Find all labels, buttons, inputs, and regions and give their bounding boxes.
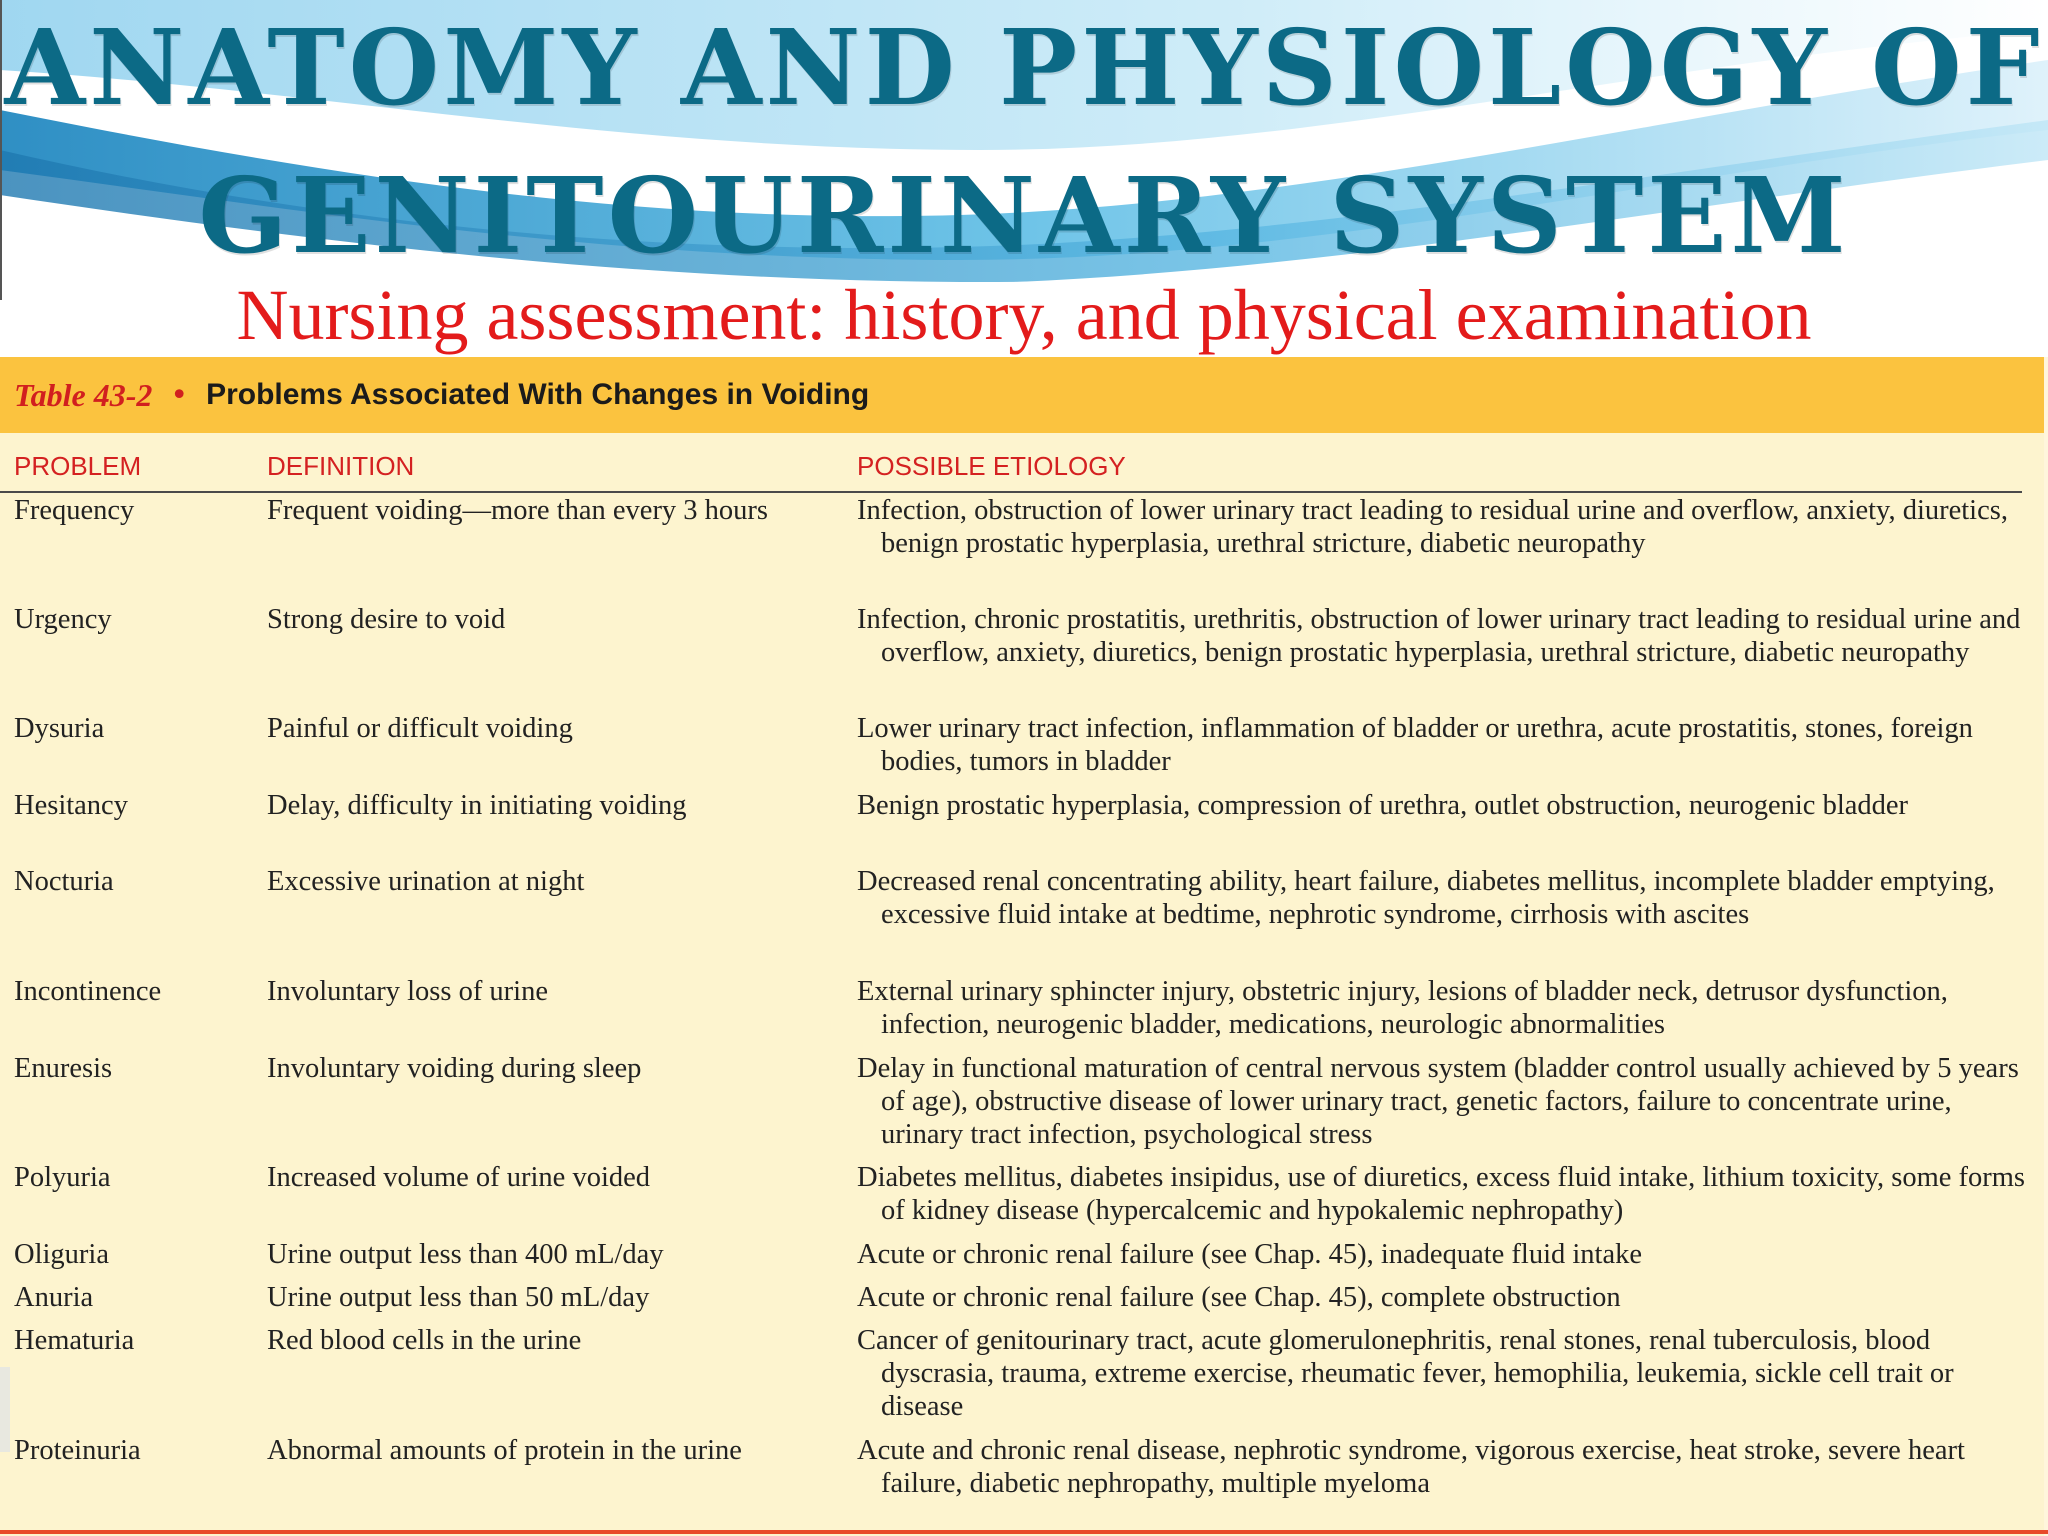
etiology-cell: Decreased renal concentrating ability, heart failure, diabetes mellitus, incomplete bladder emptying, excessive fluid intake at bedtime, nephrotic syndrome, cirrhosis with ascites [857, 866, 1995, 930]
subtitle: Nursing assessment: history, and physical examination [236, 275, 1812, 355]
problem-cell: Anuria [14, 1282, 94, 1313]
definition-cell: Increased volume of urine voided [267, 1162, 651, 1193]
etiology-cell: Diabetes mellitus, diabetes insipidus, use of diuretics, excess fluid intake, lithium toxicity, some forms of kidney disease (hypercalcemic and hypokalemic nephropathy) [857, 1162, 2026, 1226]
definition-cell: Strong desire to void [267, 604, 506, 635]
definition-cell: Frequent voiding—more than every 3 hours [267, 495, 769, 526]
table-row [0, 975, 2030, 1052]
table-row [0, 1281, 2030, 1324]
bullet-icon: • [170, 377, 189, 413]
problem-cell: Urgency [14, 604, 112, 635]
header-problem: PROBLEM [14, 451, 142, 481]
header-definition: DEFINITION [267, 451, 415, 481]
etiology-cell: Acute or chronic renal failure (see Chap. 45), inadequate fluid intake [857, 1239, 1643, 1270]
table-row [0, 1434, 2030, 1510]
etiology-cell: External urinary sphincter injury, obstetric injury, lesions of bladder neck, detrusor dysfunction, infection, neurogenic bladder, medications, neurologic abnormalities [857, 976, 1948, 1040]
problem-cell: Hesitancy [14, 790, 128, 821]
column-headers [0, 445, 2022, 493]
definition-cell: Urine output less than 50 mL/day [267, 1282, 650, 1313]
definition-cell: Red blood cells in the urine [267, 1325, 582, 1356]
table-row [0, 603, 2030, 712]
table-row [0, 494, 2030, 603]
title-line-1: ANATOMY AND PHYSIOLOGY OF [4, 6, 2044, 129]
etiology-cell: Benign prostatic hyperplasia, compression of urethra, outlet obstruction, neurogenic bladder [857, 790, 1909, 821]
table-title: Problems Associated With Changes in Voiding [206, 378, 870, 411]
bottom-rule [0, 1530, 2048, 1534]
problem-cell: Oliguria [14, 1239, 109, 1270]
definition-cell: Painful or difficult voiding [267, 713, 573, 744]
table-caption-bar [0, 357, 2044, 433]
problem-cell: Nocturia [14, 866, 114, 897]
problem-cell: Enuresis [14, 1053, 113, 1084]
page-title [0, 0, 2048, 290]
definition-cell: Delay, difficulty in initiating voiding [267, 790, 687, 821]
problem-cell: Polyuria [14, 1162, 111, 1193]
problem-cell: Dysuria [14, 713, 105, 744]
problem-cell: Incontinence [14, 976, 162, 1007]
etiology-cell: Lower urinary tract infection, inflammation of bladder or urethra, acute prostatitis, stones, foreign bodies, tumors in bladder [857, 713, 1973, 777]
problem-cell: Proteinuria [14, 1435, 141, 1466]
definition-cell: Abnormal amounts of protein in the urine [267, 1435, 742, 1466]
table-row [0, 1052, 2030, 1161]
table-row [0, 865, 2030, 975]
table-number: Table 43-2 [14, 376, 153, 413]
etiology-cell: Acute or chronic renal failure (see Chap. 45), complete obstruction [857, 1282, 1621, 1313]
definition-cell: Involuntary loss of urine [267, 976, 548, 1007]
voiding-problems-table [0, 357, 2048, 1536]
title-line-2: GENITOURINARY SYSTEM [198, 154, 1850, 277]
definition-cell: Urine output less than 400 mL/day [267, 1239, 664, 1270]
table-body [0, 494, 2030, 1510]
etiology-cell: Infection, obstruction of lower urinary tract leading to residual urine and overflow, anxiety, diuretics, benign prostatic hyperplasia, urethral stricture, diabetic neuropathy [857, 495, 2008, 559]
table-edge [2044, 357, 2048, 1536]
etiology-cell: Acute and chronic renal disease, nephrotic syndrome, vigorous exercise, heat stroke, severe heart failure, diabetic nephropathy, multiple myeloma [857, 1435, 1965, 1499]
problem-cell: Hematuria [14, 1325, 135, 1356]
table-row [0, 712, 2030, 789]
table-row [0, 1161, 2030, 1238]
table-row [0, 1238, 2030, 1281]
edge-marker [0, 1367, 10, 1452]
header-etiology: POSSIBLE ETIOLOGY [857, 451, 1126, 481]
etiology-cell: Infection, chronic prostatitis, urethritis, obstruction of lower urinary tract leading to residual urine and overflow, anxiety, diuretics, benign prostatic hyperplasia, urethral stricture, diabetic neuropathy [857, 604, 2021, 668]
problem-cell: Frequency [14, 495, 135, 526]
etiology-cell: Delay in functional maturation of central nervous system (bladder control usually achieved by 5 years of age), obstructive disease of lower urinary tract, genetic factors, failure to concentrate urine, urinary tract infection, psychological stress [857, 1053, 2019, 1150]
etiology-cell: Cancer of genitourinary tract, acute glomerulonephritis, renal stones, renal tuberculosis, blood dyscrasia, trauma, extreme exercise, rheumatic fever, hemophilia, leukemia, sickle cell trait or disease [857, 1325, 1954, 1422]
definition-cell: Excessive urination at night [267, 866, 585, 897]
table-row [0, 1324, 2030, 1434]
table-row [0, 789, 2030, 865]
definition-cell: Involuntary voiding during sleep [267, 1053, 642, 1084]
